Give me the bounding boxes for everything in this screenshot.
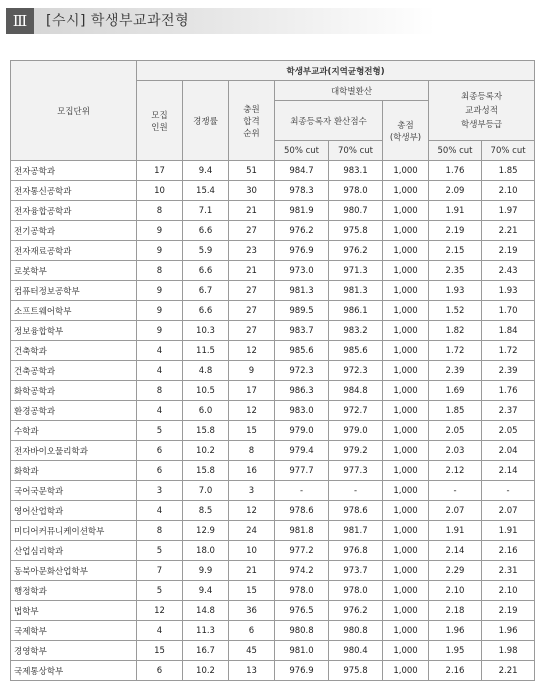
grade-50cut-cell: - bbox=[429, 481, 482, 501]
score-50cut-cell: 981.9 bbox=[275, 201, 329, 221]
grade-50cut-cell: 2.16 bbox=[429, 661, 482, 681]
rank-cell: 17 bbox=[229, 381, 275, 401]
grade-70cut-cell: 1.70 bbox=[482, 301, 535, 321]
header-quota-label: 모집 인원 bbox=[151, 110, 168, 133]
grade-70cut-cell: 2.19 bbox=[482, 241, 535, 261]
grade-50cut-cell: 1.96 bbox=[429, 621, 482, 641]
grade-50cut-cell: 2.35 bbox=[429, 261, 482, 281]
rank-cell: 27 bbox=[229, 321, 275, 341]
total-cell: 1,000 bbox=[383, 541, 429, 561]
unit-cell: 수학과 bbox=[11, 421, 137, 441]
table-row bbox=[11, 401, 535, 421]
score-50cut-cell: 981.3 bbox=[275, 281, 329, 301]
quota-cell: 8 bbox=[137, 381, 183, 401]
header-competition: 경쟁률 bbox=[183, 81, 229, 161]
competition-cell: 10.3 bbox=[183, 321, 229, 341]
total-cell: 1,000 bbox=[383, 601, 429, 621]
grade-70cut-cell: 1.72 bbox=[482, 341, 535, 361]
header-rank bbox=[229, 81, 275, 161]
rank-cell: 24 bbox=[229, 521, 275, 541]
total-cell: 1,000 bbox=[383, 461, 429, 481]
quota-cell: 4 bbox=[137, 501, 183, 521]
total-cell: 1,000 bbox=[383, 261, 429, 281]
table-row bbox=[11, 481, 535, 501]
total-cell: 1,000 bbox=[383, 521, 429, 541]
grade-70cut-cell: 2.10 bbox=[482, 581, 535, 601]
total-cell: 1,000 bbox=[383, 661, 429, 681]
grade-70cut-cell: 2.16 bbox=[482, 541, 535, 561]
table-row bbox=[11, 621, 535, 641]
score-70cut-cell: 980.4 bbox=[329, 641, 383, 661]
unit-cell: 화학과 bbox=[11, 461, 137, 481]
score-50cut-cell: 976.9 bbox=[275, 241, 329, 261]
rank-cell: 51 bbox=[229, 161, 275, 181]
unit-cell: 전자융합공학과 bbox=[11, 201, 137, 221]
score-50cut-cell: 976.9 bbox=[275, 661, 329, 681]
table-row bbox=[11, 221, 535, 241]
header-score-50cut: 50% cut bbox=[275, 141, 329, 161]
score-70cut-cell: 983.1 bbox=[329, 161, 383, 181]
total-cell: 1,000 bbox=[383, 641, 429, 661]
score-70cut-cell: 981.7 bbox=[329, 521, 383, 541]
score-50cut-cell: 989.5 bbox=[275, 301, 329, 321]
grade-50cut-cell: 2.09 bbox=[429, 181, 482, 201]
unit-cell: 소프트웨어학부 bbox=[11, 301, 137, 321]
score-50cut-cell: 985.6 bbox=[275, 341, 329, 361]
grade-50cut-cell: 2.14 bbox=[429, 541, 482, 561]
grade-70cut-cell: 2.10 bbox=[482, 181, 535, 201]
quota-cell: 9 bbox=[137, 241, 183, 261]
unit-cell: 국제학부 bbox=[11, 621, 137, 641]
quota-cell: 6 bbox=[137, 661, 183, 681]
competition-cell: 15.4 bbox=[183, 181, 229, 201]
competition-cell: 9.4 bbox=[183, 581, 229, 601]
rank-cell: 27 bbox=[229, 221, 275, 241]
table-row bbox=[11, 641, 535, 661]
table-row bbox=[11, 261, 535, 281]
grade-70cut-cell: 2.31 bbox=[482, 561, 535, 581]
score-70cut-cell: 984.8 bbox=[329, 381, 383, 401]
header-quota bbox=[137, 81, 183, 161]
grade-70cut-cell: 2.21 bbox=[482, 221, 535, 241]
score-70cut-cell: 978.0 bbox=[329, 581, 383, 601]
competition-cell: 18.0 bbox=[183, 541, 229, 561]
grade-70cut-cell: 1.84 bbox=[482, 321, 535, 341]
score-50cut-cell: 981.0 bbox=[275, 641, 329, 661]
unit-cell: 전기공학과 bbox=[11, 221, 137, 241]
score-70cut-cell: 979.0 bbox=[329, 421, 383, 441]
total-cell: 1,000 bbox=[383, 381, 429, 401]
total-cell: 1,000 bbox=[383, 321, 429, 341]
competition-cell: 15.8 bbox=[183, 461, 229, 481]
score-70cut-cell: - bbox=[329, 481, 383, 501]
competition-cell: 6.6 bbox=[183, 301, 229, 321]
competition-cell: 15.8 bbox=[183, 421, 229, 441]
competition-cell: 4.8 bbox=[183, 361, 229, 381]
grade-70cut-cell: 1.98 bbox=[482, 641, 535, 661]
unit-cell: 동북아문화산업학부 bbox=[11, 561, 137, 581]
unit-cell: 영어산업학과 bbox=[11, 501, 137, 521]
competition-cell: 5.9 bbox=[183, 241, 229, 261]
total-cell: 1,000 bbox=[383, 421, 429, 441]
table-row bbox=[11, 281, 535, 301]
total-cell: 1,000 bbox=[383, 281, 429, 301]
unit-cell: 경영학부 bbox=[11, 641, 137, 661]
score-50cut-cell: 978.0 bbox=[275, 581, 329, 601]
table-row bbox=[11, 441, 535, 461]
score-50cut-cell: 986.3 bbox=[275, 381, 329, 401]
total-cell: 1,000 bbox=[383, 301, 429, 321]
table-row bbox=[11, 601, 535, 621]
rank-cell: 45 bbox=[229, 641, 275, 661]
score-70cut-cell: 979.2 bbox=[329, 441, 383, 461]
grade-50cut-cell: 2.15 bbox=[429, 241, 482, 261]
score-50cut-cell: 976.5 bbox=[275, 601, 329, 621]
rank-cell: 15 bbox=[229, 581, 275, 601]
header-total-label: 총점 (학생부) bbox=[389, 120, 422, 143]
rank-cell: 12 bbox=[229, 401, 275, 421]
table-row bbox=[11, 161, 535, 181]
total-cell: 1,000 bbox=[383, 241, 429, 261]
rank-cell: 27 bbox=[229, 301, 275, 321]
rank-cell: 21 bbox=[229, 201, 275, 221]
score-70cut-cell: 975.8 bbox=[329, 221, 383, 241]
quota-cell: 8 bbox=[137, 521, 183, 541]
quota-cell: 8 bbox=[137, 261, 183, 281]
quota-cell: 5 bbox=[137, 421, 183, 441]
competition-cell: 10.5 bbox=[183, 381, 229, 401]
grade-50cut-cell: 1.91 bbox=[429, 201, 482, 221]
grade-70cut-cell: 2.43 bbox=[482, 261, 535, 281]
rank-cell: 12 bbox=[229, 341, 275, 361]
score-50cut-cell: 984.7 bbox=[275, 161, 329, 181]
quota-cell: 6 bbox=[137, 441, 183, 461]
competition-cell: 11.5 bbox=[183, 341, 229, 361]
quota-cell: 5 bbox=[137, 541, 183, 561]
grade-70cut-cell: 2.07 bbox=[482, 501, 535, 521]
header-grade-group-label: 최종등록자 교과성적 학생부등급 bbox=[461, 91, 503, 130]
header-rank-label: 충원 합격 순위 bbox=[243, 104, 260, 139]
grade-70cut-cell: 2.19 bbox=[482, 601, 535, 621]
score-50cut-cell: 981.8 bbox=[275, 521, 329, 541]
competition-cell: 9.9 bbox=[183, 561, 229, 581]
quota-cell: 10 bbox=[137, 181, 183, 201]
unit-cell: 건축학과 bbox=[11, 341, 137, 361]
quota-cell: 6 bbox=[137, 461, 183, 481]
quota-cell: 9 bbox=[137, 281, 183, 301]
unit-cell: 행정학과 bbox=[11, 581, 137, 601]
unit-cell: 국제통상학부 bbox=[11, 661, 137, 681]
rank-cell: 23 bbox=[229, 241, 275, 261]
total-cell: 1,000 bbox=[383, 221, 429, 241]
score-50cut-cell: 972.3 bbox=[275, 361, 329, 381]
grade-70cut-cell: 2.39 bbox=[482, 361, 535, 381]
unit-cell: 법학부 bbox=[11, 601, 137, 621]
grade-50cut-cell: 2.03 bbox=[429, 441, 482, 461]
quota-cell: 4 bbox=[137, 401, 183, 421]
header-grade-50cut: 50% cut bbox=[429, 141, 482, 161]
score-70cut-cell: 976.2 bbox=[329, 601, 383, 621]
header-total bbox=[383, 101, 429, 161]
total-cell: 1,000 bbox=[383, 441, 429, 461]
table-row bbox=[11, 521, 535, 541]
grade-50cut-cell: 1.85 bbox=[429, 401, 482, 421]
grade-70cut-cell: 2.14 bbox=[482, 461, 535, 481]
competition-cell: 16.7 bbox=[183, 641, 229, 661]
grade-50cut-cell: 2.39 bbox=[429, 361, 482, 381]
unit-cell: 건축공학과 bbox=[11, 361, 137, 381]
score-50cut-cell: - bbox=[275, 481, 329, 501]
score-70cut-cell: 980.8 bbox=[329, 621, 383, 641]
unit-cell: 환경공학과 bbox=[11, 401, 137, 421]
grade-70cut-cell: 1.93 bbox=[482, 281, 535, 301]
unit-cell: 전자통신공학과 bbox=[11, 181, 137, 201]
grade-70cut-cell: 1.96 bbox=[482, 621, 535, 641]
table-row bbox=[11, 461, 535, 481]
score-50cut-cell: 973.0 bbox=[275, 261, 329, 281]
rank-cell: 15 bbox=[229, 421, 275, 441]
rank-cell: 21 bbox=[229, 561, 275, 581]
quota-cell: 4 bbox=[137, 341, 183, 361]
quota-cell: 9 bbox=[137, 321, 183, 341]
competition-cell: 12.9 bbox=[183, 521, 229, 541]
score-50cut-cell: 983.7 bbox=[275, 321, 329, 341]
table-body bbox=[11, 161, 535, 681]
unit-cell: 전자바이오물리학과 bbox=[11, 441, 137, 461]
grade-70cut-cell: 1.97 bbox=[482, 201, 535, 221]
competition-cell: 10.2 bbox=[183, 661, 229, 681]
grade-50cut-cell: 1.93 bbox=[429, 281, 482, 301]
rank-cell: 13 bbox=[229, 661, 275, 681]
unit-cell: 컴퓨터정보공학부 bbox=[11, 281, 137, 301]
section-title-bar bbox=[34, 8, 536, 34]
table-row bbox=[11, 341, 535, 361]
score-70cut-cell: 971.3 bbox=[329, 261, 383, 281]
total-cell: 1,000 bbox=[383, 581, 429, 601]
quota-cell: 3 bbox=[137, 481, 183, 501]
rank-cell: 16 bbox=[229, 461, 275, 481]
quota-cell: 7 bbox=[137, 561, 183, 581]
rank-cell: 3 bbox=[229, 481, 275, 501]
table-row bbox=[11, 541, 535, 561]
total-cell: 1,000 bbox=[383, 181, 429, 201]
quota-cell: 8 bbox=[137, 201, 183, 221]
quota-cell: 12 bbox=[137, 601, 183, 621]
header-final-score-group: 최종등록자 환산점수 bbox=[275, 101, 383, 141]
score-50cut-cell: 974.2 bbox=[275, 561, 329, 581]
table-row bbox=[11, 241, 535, 261]
score-70cut-cell: 983.2 bbox=[329, 321, 383, 341]
score-70cut-cell: 975.8 bbox=[329, 661, 383, 681]
score-70cut-cell: 978.0 bbox=[329, 181, 383, 201]
table-row bbox=[11, 581, 535, 601]
grade-50cut-cell: 2.12 bbox=[429, 461, 482, 481]
table-row bbox=[11, 661, 535, 681]
unit-cell: 화학공학과 bbox=[11, 381, 137, 401]
competition-cell: 6.7 bbox=[183, 281, 229, 301]
total-cell: 1,000 bbox=[383, 401, 429, 421]
grade-50cut-cell: 2.29 bbox=[429, 561, 482, 581]
quota-cell: 15 bbox=[137, 641, 183, 661]
quota-cell: 9 bbox=[137, 301, 183, 321]
grade-70cut-cell: 1.85 bbox=[482, 161, 535, 181]
competition-cell: 7.0 bbox=[183, 481, 229, 501]
unit-cell: 로봇학부 bbox=[11, 261, 137, 281]
grade-50cut-cell: 2.07 bbox=[429, 501, 482, 521]
section-number-badge: Ⅲ bbox=[6, 8, 34, 34]
score-50cut-cell: 976.2 bbox=[275, 221, 329, 241]
table-row bbox=[11, 181, 535, 201]
score-50cut-cell: 978.3 bbox=[275, 181, 329, 201]
score-70cut-cell: 972.3 bbox=[329, 361, 383, 381]
competition-cell: 9.4 bbox=[183, 161, 229, 181]
header-conversion-group: 대학별환산 bbox=[275, 81, 429, 101]
total-cell: 1,000 bbox=[383, 501, 429, 521]
grade-70cut-cell: 2.04 bbox=[482, 441, 535, 461]
grade-50cut-cell: 1.82 bbox=[429, 321, 482, 341]
competition-cell: 8.5 bbox=[183, 501, 229, 521]
quota-cell: 4 bbox=[137, 621, 183, 641]
unit-cell: 전자공학과 bbox=[11, 161, 137, 181]
score-50cut-cell: 977.7 bbox=[275, 461, 329, 481]
score-50cut-cell: 979.4 bbox=[275, 441, 329, 461]
score-50cut-cell: 980.8 bbox=[275, 621, 329, 641]
score-70cut-cell: 976.2 bbox=[329, 241, 383, 261]
total-cell: 1,000 bbox=[383, 161, 429, 181]
score-50cut-cell: 977.2 bbox=[275, 541, 329, 561]
quota-cell: 4 bbox=[137, 361, 183, 381]
admission-results-table bbox=[10, 60, 535, 681]
grade-50cut-cell: 2.18 bbox=[429, 601, 482, 621]
competition-cell: 7.1 bbox=[183, 201, 229, 221]
table-row bbox=[11, 201, 535, 221]
rank-cell: 6 bbox=[229, 621, 275, 641]
grade-50cut-cell: 2.10 bbox=[429, 581, 482, 601]
table-row bbox=[11, 381, 535, 401]
header-group-title: 학생부교과(지역균형전형) bbox=[137, 61, 535, 81]
grade-50cut-cell: 1.69 bbox=[429, 381, 482, 401]
grade-50cut-cell: 1.76 bbox=[429, 161, 482, 181]
header-unit: 모집단위 bbox=[11, 61, 137, 161]
competition-cell: 14.8 bbox=[183, 601, 229, 621]
grade-70cut-cell: 2.21 bbox=[482, 661, 535, 681]
score-50cut-cell: 983.0 bbox=[275, 401, 329, 421]
quota-cell: 9 bbox=[137, 221, 183, 241]
header-score-70cut: 70% cut bbox=[329, 141, 383, 161]
grade-70cut-cell: 1.91 bbox=[482, 521, 535, 541]
rank-cell: 8 bbox=[229, 441, 275, 461]
score-70cut-cell: 980.7 bbox=[329, 201, 383, 221]
competition-cell: 11.3 bbox=[183, 621, 229, 641]
quota-cell: 17 bbox=[137, 161, 183, 181]
unit-cell: 전자재료공학과 bbox=[11, 241, 137, 261]
rank-cell: 27 bbox=[229, 281, 275, 301]
unit-cell: 정보융합학부 bbox=[11, 321, 137, 341]
score-50cut-cell: 978.6 bbox=[275, 501, 329, 521]
table-row bbox=[11, 421, 535, 441]
rank-cell: 10 bbox=[229, 541, 275, 561]
score-70cut-cell: 973.7 bbox=[329, 561, 383, 581]
score-70cut-cell: 977.3 bbox=[329, 461, 383, 481]
grade-70cut-cell: - bbox=[482, 481, 535, 501]
grade-50cut-cell: 2.19 bbox=[429, 221, 482, 241]
score-70cut-cell: 986.1 bbox=[329, 301, 383, 321]
grade-50cut-cell: 2.05 bbox=[429, 421, 482, 441]
rank-cell: 21 bbox=[229, 261, 275, 281]
unit-cell: 미디어커뮤니케이션학부 bbox=[11, 521, 137, 541]
total-cell: 1,000 bbox=[383, 341, 429, 361]
competition-cell: 6.6 bbox=[183, 261, 229, 281]
grade-70cut-cell: 1.76 bbox=[482, 381, 535, 401]
grade-50cut-cell: 1.91 bbox=[429, 521, 482, 541]
table-row bbox=[11, 501, 535, 521]
total-cell: 1,000 bbox=[383, 201, 429, 221]
quota-cell: 5 bbox=[137, 581, 183, 601]
section-header bbox=[6, 6, 536, 38]
total-cell: 1,000 bbox=[383, 481, 429, 501]
score-70cut-cell: 985.6 bbox=[329, 341, 383, 361]
table-row bbox=[11, 561, 535, 581]
grade-50cut-cell: 1.72 bbox=[429, 341, 482, 361]
total-cell: 1,000 bbox=[383, 621, 429, 641]
header-grade-group bbox=[429, 81, 535, 141]
score-70cut-cell: 976.8 bbox=[329, 541, 383, 561]
rank-cell: 30 bbox=[229, 181, 275, 201]
rank-cell: 9 bbox=[229, 361, 275, 381]
unit-cell: 산업심리학과 bbox=[11, 541, 137, 561]
grade-50cut-cell: 1.52 bbox=[429, 301, 482, 321]
score-70cut-cell: 981.3 bbox=[329, 281, 383, 301]
competition-cell: 10.2 bbox=[183, 441, 229, 461]
header-grade-70cut: 70% cut bbox=[482, 141, 535, 161]
grade-70cut-cell: 2.05 bbox=[482, 421, 535, 441]
grade-50cut-cell: 1.95 bbox=[429, 641, 482, 661]
competition-cell: 6.0 bbox=[183, 401, 229, 421]
competition-cell: 6.6 bbox=[183, 221, 229, 241]
rank-cell: 12 bbox=[229, 501, 275, 521]
table-row bbox=[11, 361, 535, 381]
total-cell: 1,000 bbox=[383, 561, 429, 581]
total-cell: 1,000 bbox=[383, 361, 429, 381]
score-50cut-cell: 979.0 bbox=[275, 421, 329, 441]
section-title: [수시] 학생부교과전형 bbox=[46, 13, 190, 29]
rank-cell: 36 bbox=[229, 601, 275, 621]
grade-70cut-cell: 2.37 bbox=[482, 401, 535, 421]
table-row bbox=[11, 321, 535, 341]
table-row bbox=[11, 301, 535, 321]
unit-cell: 국어국문학과 bbox=[11, 481, 137, 501]
score-70cut-cell: 978.6 bbox=[329, 501, 383, 521]
score-70cut-cell: 972.7 bbox=[329, 401, 383, 421]
